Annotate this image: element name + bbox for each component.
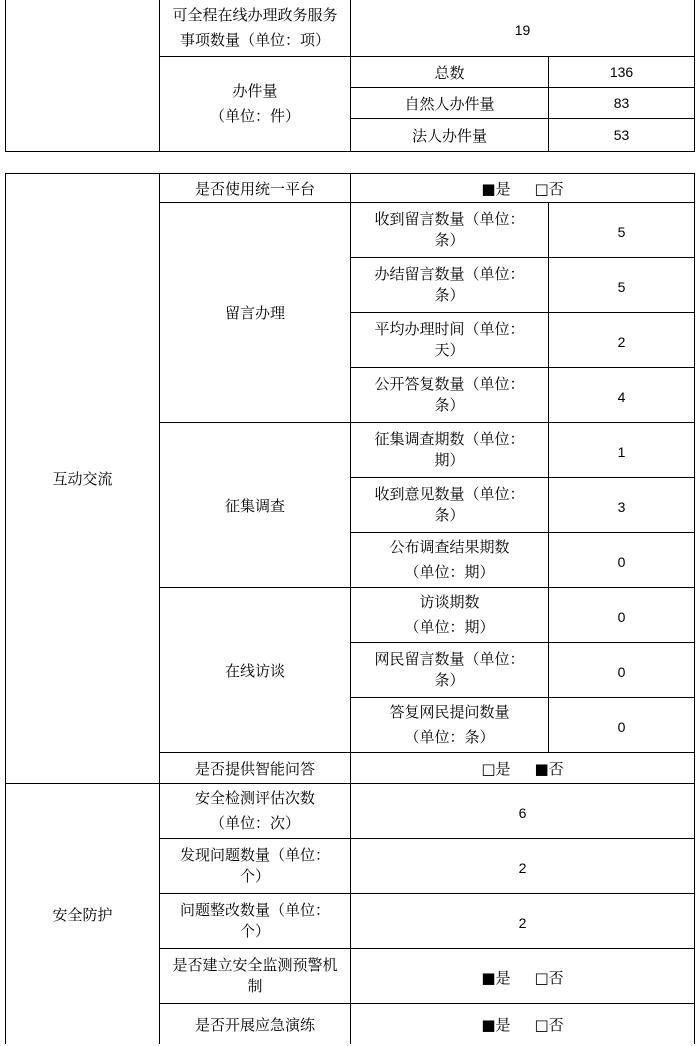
messages-resolved-label xyxy=(351,258,549,313)
netizen-messages-value: 0 xyxy=(549,643,695,698)
messages-resolved-label-line: 办结留言数量（单位： xyxy=(374,265,525,283)
public-replies-value: 4 xyxy=(549,368,695,423)
unified-platform-label: 是否使用统一平台 xyxy=(160,174,351,203)
service-category-cell xyxy=(6,0,160,152)
security-assessments-label xyxy=(160,784,351,839)
emergency-drill-label: 是否开展应急演练 xyxy=(160,1004,351,1044)
messages-resolved-value: 5 xyxy=(549,258,695,313)
case-volume-label-line: （单位：件） xyxy=(209,107,300,125)
opinions-received-label-line: 收到意见数量（单位： xyxy=(374,485,525,503)
survey-results-published-label xyxy=(351,533,549,588)
warning-mechanism-label xyxy=(160,949,351,1004)
netizen-questions-answered-label-line: 答复网民提问数量 xyxy=(389,703,510,721)
case-natural-person-label: 自然人办件量 xyxy=(351,88,549,119)
smart-qa-options xyxy=(351,753,695,784)
online-interview-label: 在线访谈 xyxy=(160,588,351,753)
security-category: 安全防护 xyxy=(6,784,160,1044)
warning-mechanism-yes-option: ■是 xyxy=(481,969,511,987)
issues-fixed-label-line: 个） xyxy=(239,922,270,940)
warning-mechanism-label-line: 是否建立安全监测预警机 xyxy=(172,956,338,974)
security-assessments-value: 6 xyxy=(351,784,695,839)
interview-periods-label xyxy=(351,588,549,643)
issues-found-label-line: 个） xyxy=(239,867,270,885)
smart-qa-label: 是否提供智能问答 xyxy=(160,753,351,784)
issues-fixed-value: 2 xyxy=(351,894,695,949)
interaction-security-table xyxy=(5,173,695,1044)
survey-periods-label-line: 征集调查期数（单位： xyxy=(374,430,525,448)
netizen-messages-label-line: 网民留言数量（单位： xyxy=(374,650,525,668)
warning-mechanism-options xyxy=(351,949,695,1004)
security-assessments-label-line: 安全检测评估次数 xyxy=(194,789,315,807)
unified-platform-no-option: □否 xyxy=(534,179,564,198)
emergency-drill-yes-option: ■是 xyxy=(481,1015,511,1034)
smart-qa-no-option: ■否 xyxy=(534,759,564,778)
survey-periods-label xyxy=(351,423,549,478)
issues-found-label-line: 发现问题数量（单位： xyxy=(179,846,330,864)
average-handling-time-label xyxy=(351,313,549,368)
emergency-drill-options xyxy=(351,1004,695,1044)
case-total-label: 总数 xyxy=(351,57,549,88)
interaction-category: 互动交流 xyxy=(6,174,160,784)
smart-qa-yes-option: □是 xyxy=(481,759,511,778)
opinions-received-label xyxy=(351,478,549,533)
online-items-label xyxy=(160,0,351,57)
warning-mechanism-label-line: 制 xyxy=(247,977,263,995)
issues-found-value: 2 xyxy=(351,839,695,894)
survey-periods-label-line: 期） xyxy=(434,451,465,469)
emergency-drill-no-option: □否 xyxy=(534,1015,564,1034)
average-handling-time-label-line: 平均办理时间（单位： xyxy=(374,320,525,338)
case-legal-person-label: 法人办件量 xyxy=(351,119,549,152)
netizen-messages-label xyxy=(351,643,549,698)
opinions-received-label-line: 条） xyxy=(434,506,465,524)
netizen-questions-answered-value: 0 xyxy=(549,698,695,753)
public-replies-label-line: 公开答复数量（单位： xyxy=(374,375,525,393)
public-replies-label xyxy=(351,368,549,423)
survey-periods-value: 1 xyxy=(549,423,695,478)
netizen-questions-answered-label-line: （单位：条） xyxy=(404,728,495,746)
messages-received-label xyxy=(351,203,549,258)
service-table xyxy=(5,0,695,152)
netizen-questions-answered-label xyxy=(351,698,549,753)
interview-periods-label-line: （单位：期） xyxy=(404,618,495,636)
messages-resolved-label-line: 条） xyxy=(434,286,465,304)
public-replies-label-line: 条） xyxy=(434,396,465,414)
messages-received-label-line: 条） xyxy=(434,231,465,249)
survey-label: 征集调查 xyxy=(160,423,351,588)
online-items-label-line: 可全程在线办理政务服务 xyxy=(172,6,338,24)
interview-periods-value: 0 xyxy=(549,588,695,643)
case-volume-label xyxy=(160,57,351,152)
messages-received-label-line: 收到留言数量（单位： xyxy=(374,210,525,228)
messages-received-value: 5 xyxy=(549,203,695,258)
opinions-received-value: 3 xyxy=(549,478,695,533)
survey-results-published-label-line: 公布调查结果期数 xyxy=(389,538,510,556)
case-volume-label-line: 办件量 xyxy=(232,82,278,100)
message-handling-label: 留言办理 xyxy=(160,203,351,423)
case-legal-person-value: 53 xyxy=(549,119,695,152)
average-handling-time-value: 2 xyxy=(549,313,695,368)
security-assessments-label-line: （单位：次） xyxy=(209,814,300,832)
issues-fixed-label-line: 问题整改数量（单位： xyxy=(179,901,330,919)
online-items-value: 19 xyxy=(351,0,695,57)
case-natural-person-value: 83 xyxy=(549,88,695,119)
warning-mechanism-no-option: □否 xyxy=(534,969,564,987)
survey-results-published-label-line: （单位：期） xyxy=(404,563,495,581)
online-items-label-line: 事项数量（单位：项） xyxy=(179,31,330,49)
average-handling-time-label-line: 天） xyxy=(434,341,465,359)
unified-platform-yes-option: ■是 xyxy=(481,179,511,198)
survey-results-published-value: 0 xyxy=(549,533,695,588)
issues-fixed-label xyxy=(160,894,351,949)
unified-platform-options xyxy=(351,174,695,203)
case-total-value: 136 xyxy=(549,57,695,88)
issues-found-label xyxy=(160,839,351,894)
interview-periods-label-line: 访谈期数 xyxy=(419,593,480,611)
netizen-messages-label-line: 条） xyxy=(434,671,465,689)
